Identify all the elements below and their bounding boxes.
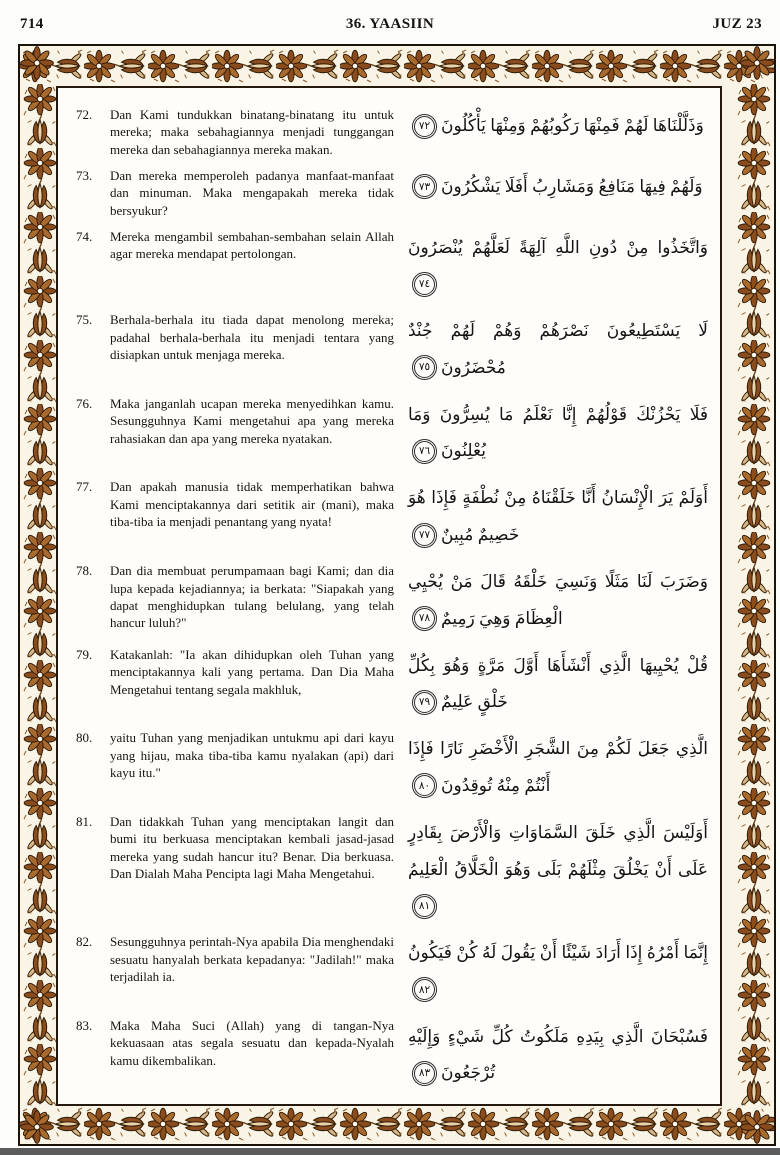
flower-motif-icon bbox=[340, 1106, 404, 1144]
translation-block bbox=[76, 933, 394, 985]
arabic-text: فَلَا يَحْزُنْكَ قَوْلُهُمْ إِنَّا نَعْلَمُ مَا يُسِرُّونَ وَمَا يُعْلِنُونَ bbox=[408, 404, 708, 462]
translation-block bbox=[76, 1017, 394, 1069]
flower-motif-icon bbox=[734, 1044, 774, 1106]
verse-row bbox=[76, 228, 708, 303]
flower-motif-icon bbox=[734, 788, 774, 852]
verse-row bbox=[76, 813, 708, 925]
flower-motif-icon bbox=[734, 468, 774, 532]
flower-motif-icon bbox=[532, 1106, 596, 1144]
verse-arabic bbox=[408, 646, 708, 721]
verse-row bbox=[76, 1017, 708, 1092]
flower-motif-icon bbox=[596, 1106, 660, 1144]
verse-medallion: ٧٢ bbox=[414, 116, 435, 137]
translation-block bbox=[76, 478, 394, 530]
flower-motif-icon bbox=[20, 148, 56, 212]
flower-motif-icon bbox=[734, 724, 774, 788]
corner-flower-icon bbox=[738, 1108, 776, 1146]
flower-motif-icon bbox=[20, 404, 56, 468]
verse-arabic bbox=[408, 395, 708, 470]
flower-motif-icon bbox=[734, 660, 774, 724]
corner-flower-icon bbox=[18, 1108, 56, 1146]
flower-motif-icon bbox=[20, 532, 56, 596]
flower-motif-icon bbox=[84, 46, 148, 86]
arabic-text: أَوَلَمْ يَرَ الْإِنْسَانُ أَنَّا خَلَقْنَاهُ مِنْ نُطْفَةٍ فَإِذَا هُوَ خَصِيمٌ مُبِينٌ bbox=[408, 488, 708, 545]
flower-motif-icon bbox=[734, 148, 774, 212]
corner-flower-icon bbox=[18, 44, 56, 82]
flower-motif-icon bbox=[20, 84, 56, 148]
translation-block bbox=[76, 395, 394, 447]
verse-medallion: ٧٨ bbox=[414, 608, 435, 629]
verse-number: 82. bbox=[76, 934, 93, 950]
verse-medallion: ٨٢ bbox=[414, 979, 435, 1000]
flower-motif-icon bbox=[20, 468, 56, 532]
verse-row bbox=[76, 106, 708, 158]
flower-motif-icon bbox=[20, 660, 56, 724]
verse-translation: Berhala-berhala itu tiada dapat menolong mereka; padahal berhala-berhala itu menjadi tentara yang disiapkan untuk menjaga mereka. bbox=[110, 312, 394, 362]
verse-row bbox=[76, 562, 708, 637]
verse-medallion: ٧٥ bbox=[414, 357, 435, 378]
verse-medallion: ٧٩ bbox=[414, 692, 435, 713]
arabic-text: وَاتَّخَذُوا مِنْ دُونِ اللَّهِ آلِهَةً لَعَلَّهُمْ يُنْصَرُونَ bbox=[408, 237, 708, 258]
ornamental-border-frame bbox=[18, 44, 776, 1146]
verse-number: 72. bbox=[76, 107, 93, 122]
verse-arabic bbox=[408, 311, 708, 386]
flower-motif-icon bbox=[20, 276, 56, 340]
verse-number: 80. bbox=[76, 730, 93, 746]
translation-block bbox=[76, 813, 394, 883]
ornament-border-left bbox=[20, 84, 56, 1106]
flower-motif-icon bbox=[468, 1106, 532, 1144]
verse-translation: Katakanlah: "Ia akan dihidupkan oleh Tuhan yang menciptakannya kali yang pertama. Dan Dia Maha Mengetahui tentang segala makhluk, bbox=[110, 646, 394, 697]
flower-motif-icon bbox=[404, 46, 468, 86]
verse-arabic bbox=[408, 106, 708, 145]
verse-arabic bbox=[408, 167, 708, 206]
verse-row bbox=[76, 646, 708, 721]
translation-block bbox=[76, 729, 394, 781]
flower-motif-icon bbox=[20, 980, 56, 1044]
translation-block bbox=[76, 311, 394, 363]
flower-motif-icon bbox=[734, 532, 774, 596]
translation-block bbox=[76, 228, 394, 263]
flower-motif-icon bbox=[276, 46, 340, 86]
translation-block bbox=[76, 106, 394, 158]
page-bottom-shadow bbox=[0, 1148, 780, 1155]
flower-motif-icon bbox=[148, 1106, 212, 1144]
verse-arabic bbox=[408, 933, 708, 1008]
verse-arabic bbox=[408, 729, 708, 804]
flower-motif-icon bbox=[276, 1106, 340, 1144]
verse-arabic bbox=[408, 1017, 708, 1092]
verse-medallion: ٨٣ bbox=[414, 1063, 435, 1084]
verse-row bbox=[76, 167, 708, 219]
verse-number: 75. bbox=[76, 312, 93, 328]
translation-block bbox=[76, 646, 394, 698]
verse-number: 77. bbox=[76, 479, 93, 495]
flower-motif-icon bbox=[20, 788, 56, 852]
verse-number: 74. bbox=[76, 228, 93, 244]
translation-block bbox=[76, 562, 394, 632]
flower-motif-icon bbox=[84, 1106, 148, 1144]
verse-translation: Maka Maha Suci (Allah) yang di tangan-Nya kekuasaan atas segala sesuatu dan kepada-Nyalah kamu dikembalikan. bbox=[110, 1017, 394, 1068]
flower-motif-icon bbox=[20, 852, 56, 916]
verse-medallion: ٧٤ bbox=[414, 274, 435, 295]
arabic-text: وَذَلَّلْنَاهَا لَهُمْ فَمِنْهَا رَكُوبُهُمْ وَمِنْهَا يَأْكُلُونَ bbox=[441, 116, 704, 136]
verse-arabic bbox=[408, 562, 708, 637]
verse-translation: Maka janganlah ucapan mereka menyedihkan kamu. Sesungguhnya Kami mengetahui apa yang mereka rahasiakan dan apa yang mereka nyatakan. bbox=[110, 395, 394, 446]
running-header bbox=[0, 16, 780, 40]
flower-motif-icon bbox=[532, 46, 596, 86]
verse-row bbox=[76, 395, 708, 470]
flower-motif-icon bbox=[468, 46, 532, 86]
verse-translation: Dan apakah manusia tidak memperhatikan bahwa Kami menciptakannya dari setitik air (mani), maka tiba-tiba ia menjadi penantang yang nyata! bbox=[110, 479, 394, 530]
verse-number: 73. bbox=[76, 167, 93, 183]
verse-row bbox=[76, 478, 708, 553]
ornament-border-right bbox=[722, 84, 774, 1106]
verse-translation: Mereka mengambil sembahan-sembahan selain Allah agar mereka mendapat pertolongan. bbox=[110, 228, 394, 261]
flower-motif-icon bbox=[20, 212, 56, 276]
flower-motif-icon bbox=[734, 596, 774, 660]
verse-arabic bbox=[408, 813, 708, 925]
flower-motif-icon bbox=[20, 596, 56, 660]
flower-motif-icon bbox=[212, 1106, 276, 1144]
verse-list bbox=[58, 88, 720, 1104]
flower-motif-icon bbox=[734, 212, 774, 276]
page-number: 714 bbox=[20, 16, 44, 32]
flower-motif-icon bbox=[734, 980, 774, 1044]
verse-medallion: ٧٦ bbox=[414, 441, 435, 462]
verse-translation: Dan dia membuat perumpamaan bagi Kami; dan dia lupa kepada kejadiannya; ia berkata: "Siapakah yang dapat menghidupkan tulang belulang, yang telah hancur luluh?" bbox=[110, 563, 394, 631]
flower-motif-icon bbox=[734, 340, 774, 404]
verse-medallion: ٧٣ bbox=[414, 176, 435, 197]
verse-number: 83. bbox=[76, 1017, 93, 1033]
translation-block bbox=[76, 167, 394, 219]
flower-motif-icon bbox=[212, 46, 276, 86]
ornament-border-top bbox=[20, 46, 774, 86]
flower-motif-icon bbox=[20, 916, 56, 980]
verse-medallion: ٨١ bbox=[414, 896, 435, 917]
verse-row bbox=[76, 729, 708, 804]
flower-motif-icon bbox=[660, 1106, 724, 1144]
flower-motif-icon bbox=[734, 404, 774, 468]
verse-medallion: ٧٧ bbox=[414, 525, 435, 546]
arabic-text: وَضَرَبَ لَنَا مَثَلًا وَنَسِيَ خَلْقَهُ قَالَ مَنْ يُحْيِي الْعِظَامَ وَهِيَ رَمِيمٌ bbox=[408, 572, 708, 629]
flower-motif-icon bbox=[148, 46, 212, 86]
verse-number: 79. bbox=[76, 646, 93, 662]
surah-title: 36. YAASIIN bbox=[345, 16, 435, 32]
verse-row bbox=[76, 933, 708, 1008]
verse-translation: Dan tidakkah Tuhan yang menciptakan langit dan bumi itu berkuasa menciptakan kembali jasad-jasad mereka yang sudah hancur itu? Benar. Dia berkuasa. Dan Dialah Maha Pencipta lagi Maha Mengetahui. bbox=[110, 814, 394, 882]
arabic-text: لَا يَسْتَطِيعُونَ نَصْرَهُمْ وَهُمْ لَهُمْ جُنْدٌ مُحْضَرُونَ bbox=[408, 321, 708, 378]
verse-arabic bbox=[408, 478, 708, 553]
flower-motif-icon bbox=[340, 46, 404, 86]
verse-translation: yaitu Tuhan yang menjadikan untukmu api dari kayu yang hijau, maka tiba-tiba kamu nyalakan (api) dari kayu itu." bbox=[110, 730, 394, 781]
verse-number: 81. bbox=[76, 814, 93, 830]
flower-motif-icon bbox=[660, 46, 724, 86]
flower-motif-icon bbox=[20, 1044, 56, 1106]
flower-motif-icon bbox=[404, 1106, 468, 1144]
juz-label: JUZ 23 bbox=[712, 16, 762, 32]
verse-translation: Sesungguhnya perintah-Nya apabila Dia menghendaki sesuatu hanyalah berkata kepadanya: "Jadilah!" maka terjadilah ia. bbox=[110, 934, 394, 985]
verse-translation: Dan Kami tundukkan binatang-binatang itu untuk mereka; maka sebahagiannya menjadi tunggangan mereka dan sebahagiannya mereka makan. bbox=[110, 107, 394, 157]
flower-motif-icon bbox=[734, 84, 774, 148]
flower-motif-icon bbox=[596, 46, 660, 86]
verse-medallion: ٨٠ bbox=[414, 775, 435, 796]
arabic-text: وَلَهُمْ فِيهَا مَنَافِعُ وَمَشَارِبُ أَفَلَا يَشْكُرُونَ bbox=[441, 176, 703, 197]
verse-number: 78. bbox=[76, 563, 93, 579]
arabic-text: أَوَلَيْسَ الَّذِي خَلَقَ السَّمَاوَاتِ وَالْأَرْضَ بِقَادِرٍ عَلَى أَنْ يَخْلُقَ مِثْلَهُمْ بَلَى وَهُوَ الْخَلَّاقُ الْعَلِيمُ bbox=[408, 823, 708, 880]
flower-motif-icon bbox=[734, 916, 774, 980]
text-panel bbox=[56, 86, 722, 1106]
arabic-text: قُلْ يُحْيِيهَا الَّذِي أَنْشَأَهَا أَوَّلَ مَرَّةٍ وَهُوَ بِكُلِّ خَلْقٍ عَلِيمٌ bbox=[408, 655, 708, 713]
verse-translation: Dan mereka memperoleh padanya manfaat-manfaat dan minuman. Maka mengapakah mereka tidak bersyukur? bbox=[110, 167, 394, 218]
flower-motif-icon bbox=[20, 340, 56, 404]
flower-motif-icon bbox=[734, 276, 774, 340]
arabic-text: الَّذِي جَعَلَ لَكُمْ مِنَ الشَّجَرِ الْأَخْضَرِ نَارًا فَإِذَا أَنْتُمْ مِنْهُ تُوقِدُونَ bbox=[408, 739, 708, 796]
verse-arabic bbox=[408, 228, 708, 303]
arabic-text: فَسُبْحَانَ الَّذِي بِيَدِهِ مَلَكُوتُ كُلِّ شَيْءٍ وَإِلَيْهِ تُرْجَعُونَ bbox=[408, 1026, 708, 1084]
corner-flower-icon bbox=[738, 44, 776, 82]
arabic-text: إِنَّمَا أَمْرُهُ إِذَا أَرَادَ شَيْئًا أَنْ يَقُولَ لَهُ كُنْ فَيَكُونُ bbox=[408, 943, 708, 964]
flower-motif-icon bbox=[20, 724, 56, 788]
verse-number: 76. bbox=[76, 395, 93, 411]
flower-motif-icon bbox=[734, 852, 774, 916]
ornament-border-bottom bbox=[20, 1106, 774, 1144]
verse-row bbox=[76, 311, 708, 386]
